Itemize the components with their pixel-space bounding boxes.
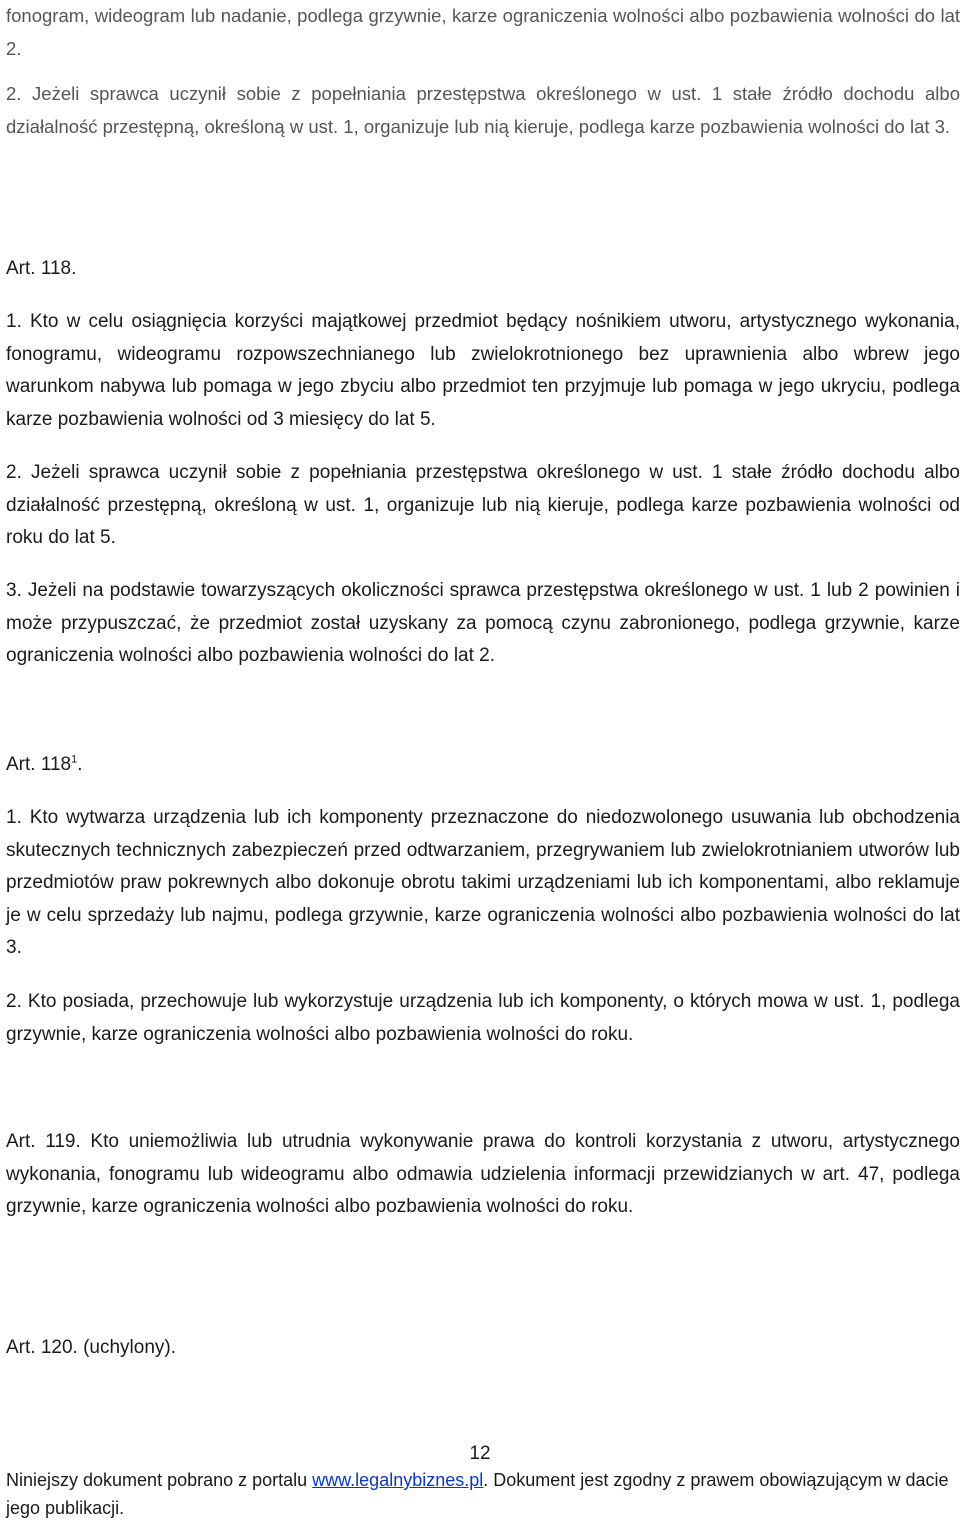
article-120-heading: Art. 120. (uchylony).: [6, 1337, 177, 1358]
article-118-paragraph-2: 2. Jeżeli sprawca uczynił sobie z popełniania przestępstwa określonego w ust. 1 stałe źródło dochodu albo działalność przestępną, określoną w ust. 1, organizuje lub nią kieruje, podlega karze pozbawienia wolności od roku do lat 5.: [6, 462, 960, 548]
paragraph-continuation: fonogram, wideogram lub nadanie, podlega grzywnie, karze ograniczenia wolności albo pozbawienia wolności do lat 2.: [6, 5, 960, 59]
article-118-1-paragraph-2: 2. Kto posiada, przechowuje lub wykorzystuje urządzenia lub ich komponenty, o których mowa w ust. 1, podlega grzywnie, karze ograniczenia wolności albo pozbawienia wolności do roku.: [6, 991, 960, 1045]
article-118-1-heading-end: .: [77, 754, 83, 775]
article-119-paragraph: Art. 119. Kto uniemożliwia lub utrudnia wykonywanie prawa do kontroli korzystania z utworu, artystycznego wykonania, fonogramu lub wideogramu albo odmawia udzielenia informacji przewidzianych w art. 47, podlega grzywnie, karze ograniczenia wolności albo pozbawienia wolności do roku.: [6, 1131, 960, 1217]
article-118-1-heading-text: Art. 118: [6, 754, 72, 775]
paragraph-117-2: 2. Jeżeli sprawca uczynił sobie z popełniania przestępstwa określonego w ust. 1 stałe źródło dochodu albo działalność przestępną, określoną w ust. 1, organizuje lub nią kieruje, podlega karze pozbawienia wolności do lat 3.: [6, 83, 960, 137]
article-118-1-paragraph-1: 1. Kto wytwarza urządzenia lub ich komponenty przeznaczone do niedozwolonego usuwania lub obchodzenia skutecznych technicznych zabezpieczeń przed odtwarzaniem, przegrywaniem lub zwielokrotnianiem utworów lub przedmiotów praw pokrewnych albo dokonuje obrotu takimi urządzeniami lub ich komponentami, albo reklamuje je w celu sprzedaży lub najmu, podlega grzywnie, karze ograniczenia wolności albo pozbawienia wolności do lat 3.: [6, 807, 960, 958]
article-118-1-heading: [6, 749, 83, 782]
article-118-heading: Art. 118.: [6, 258, 77, 279]
article-118-paragraph-1: 1. Kto w celu osiągnięcia korzyści majątkowej przedmiot będący nośnikiem utworu, artystycznego wykonania, fonogramu, wideogramu rozpowszechnianego lub zwielokrotnionego bez uprawnienia albo wbrew jego warunkom nabywa lub pomaga w jego zbyciu albo przedmiot ten przyjmuje lub pomaga w jego ukryciu, podlega karze pozbawienia wolności od 3 miesięcy do lat 5.: [6, 311, 960, 430]
footer-text-after-link: . Dokument jest zgodny z prawem obowiązującym w dacie jego publikacji.: [6, 1470, 949, 1518]
article-118-1-superscript: 1: [71, 753, 78, 766]
footer-portal-link[interactable]: www.legalnybiznes.pl: [312, 1470, 484, 1490]
article-118-paragraph-3: 3. Jeżeli na podstawie towarzyszących okoliczności sprawca przestępstwa określonego w ust. 1 lub 2 powinien i może przypuszczać, że przedmiot został uzyskany za pomocą czynu zabronionego, podlega grzywnie, karze ograniczenia wolności albo pozbawienia wolności do lat 2.: [6, 580, 960, 666]
footer-note: [6, 1466, 960, 1522]
footer-text-before-link: Niniejszy dokument pobrano z portalu: [6, 1470, 313, 1490]
page-number: 12: [469, 1443, 491, 1464]
